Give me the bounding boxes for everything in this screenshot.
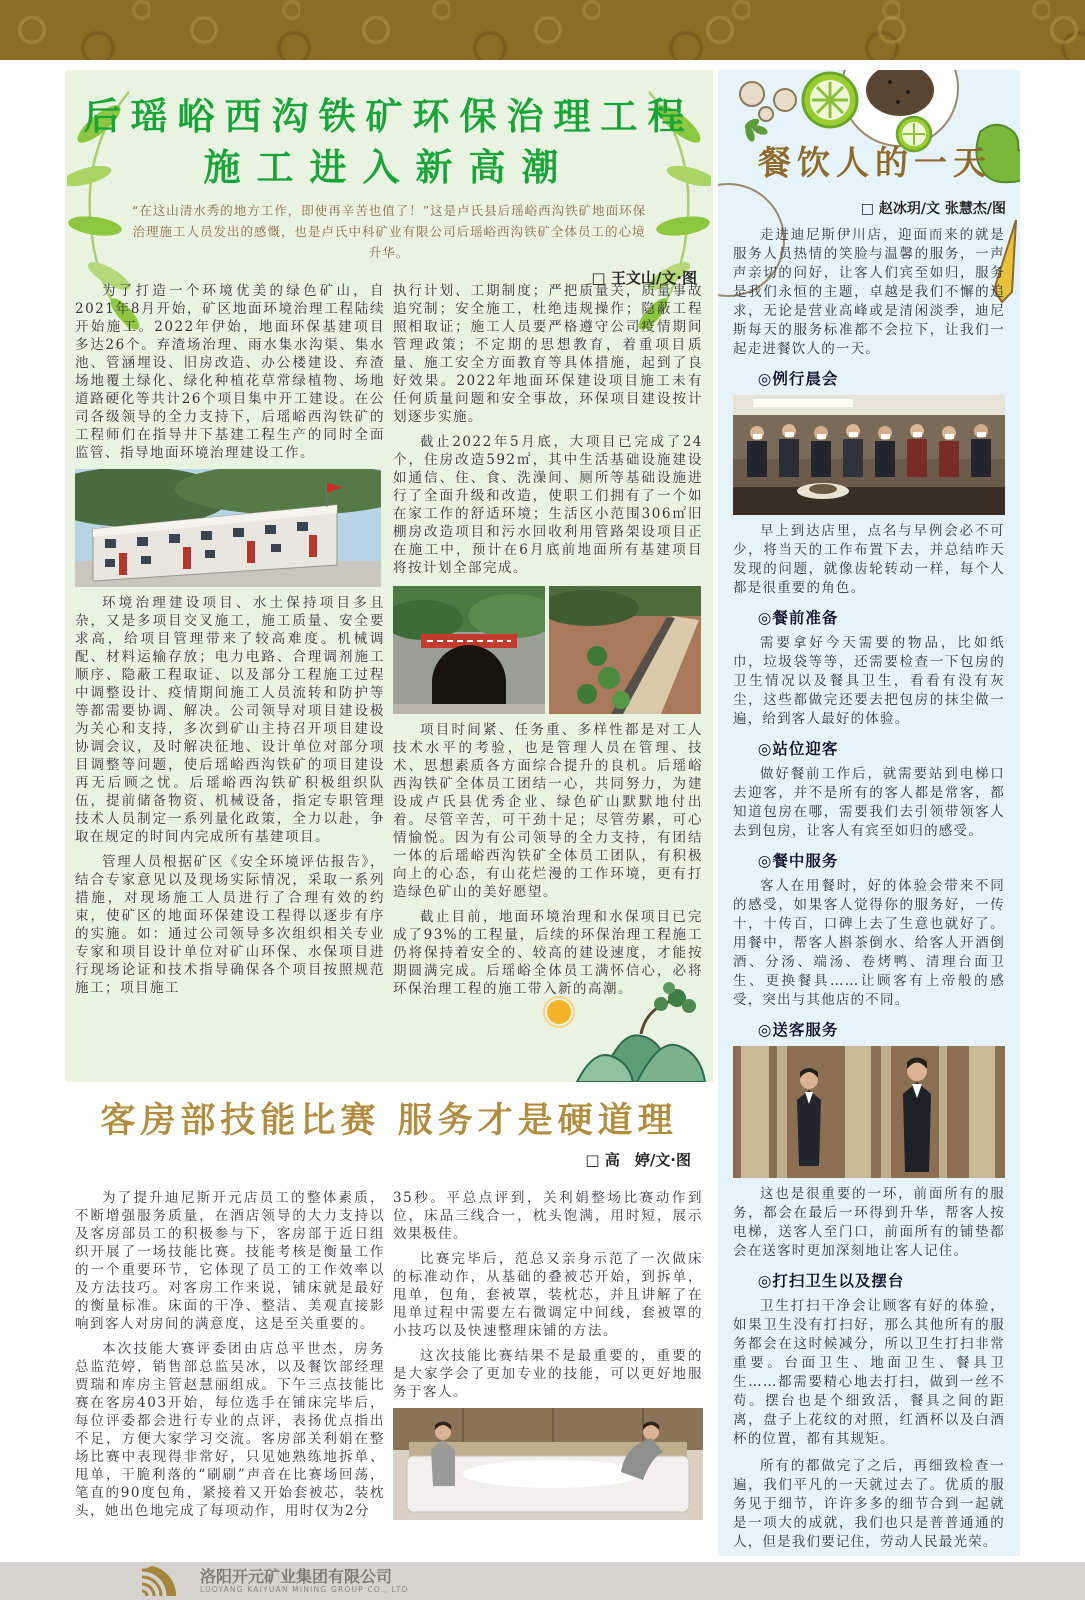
mine-paragraph: 项目时间紧、任务重、多样性都是对工人技术水平的考验，也是管理人员在管理、技术、思想素质各方面综合提升的良机。后瑶峪西沟铁矿全体员工团结一心，共同努力，为建设成卢氏县优秀企业、绿色矿山默默地付出着。尽管辛苦，可干劲十足；尽管劳累，可心情愉悦。因为有公司领导的全力支持，有团结一体的后瑶峪西沟铁矿全体员工团队，有积极向上的心态，有山花烂漫的工作环境，更有打造绿色矿山的美好愿望。: [393, 722, 703, 900]
photo-bed-making-contest: [393, 1408, 703, 1520]
mine-column-1: [75, 282, 385, 1072]
dining-paragraph: 客人在用餐时，好的体验会带来不同的感受，如果客人觉得你的服务好，一传十，十传百，口碑上去了生意也就好了。用餐中，帮客人斟茶倒水、给客人开酒倒酒、分汤、端汤、卷烤鸭、清理台面卫生、更换餐具……让顾客有上帝般的感受，突出与其他店的不同。: [733, 878, 1005, 1008]
dining-paragraph: 卫生打扫干净会让顾客有好的体验，如果卫生没有打扫好，那么其他所有的服务都会在这时候减分，所以卫生打扫非常重要。台面卫生、地面卫生、餐具卫生……都需要精心地去打扫，做到一丝不苟。摆台也是个细致活，餐具之间的距离，盘子上花纹的对照，红酒杯以及白酒杯的位置，都有其规矩。: [733, 1298, 1005, 1447]
housekeeping-paragraph: 比赛完毕后，范总又亲身示范了一次做床的标准动作，从基础的叠被芯开始，到拆单，甩单，包角，套被罩，装枕芯，并且讲解了在甩单过程中需要左右微调定中间线，套被罩的小技巧以及快速整理床铺的方法。: [393, 1251, 703, 1339]
housekeeping-column-2: [393, 1189, 703, 1561]
housekeeping-article-title: 客房部技能比赛 服务才是硬道理: [100, 1100, 678, 1141]
page-footer: [0, 1562, 1085, 1600]
photo-mine-tunnel: [393, 586, 545, 714]
company-logo-icon: [138, 1564, 190, 1598]
mine-paragraph: 截止目前，地面环境治理和水保项目已完成了93%的工程量，后续的环保治理工程施工仍将保持着安全的、较高的建设速度，才能按期圆满完成。后瑶峪全体员工满怀信心，必将环保治理工程的施工带入新的高潮。: [393, 909, 703, 997]
dining-paragraph: 早上到达店里，点名与早例会必不可少，将当天的工作布置下去，并总结昨天发现的问题，就像齿轮转动一样，每个人都是很重要的角色。: [733, 523, 1005, 596]
housekeeping-paragraph: 这次技能比赛结果不是最重要的，重要的是大家学会了更加专业的技能，可以更好地服务于客人。: [393, 1348, 703, 1400]
housekeeping-column-1: [75, 1189, 385, 1561]
housekeeping-paragraph: 本次技能大赛评委团由店总平世杰，房务总监范婷，销售部总监吴冰，以及餐饮部经理贾瑞和库房主管赵慧丽组成。下午三点技能比赛在客房403开始，每位选手在铺床完毕后，每位评委都会进行专业的点评，表扬优点指出不足，方便大家学习交流。客房部关利娟在整场比赛中表现得非常好，只见她熟练地拆单、甩单，干脆利落的“刷刷”声音在比赛场回荡，笔直的90度包角，紧接着又开始套被芯，装枕头，她出色地完成了每项动作，用时仅为2分: [75, 1341, 385, 1519]
mine-paragraph: 环境治理建设项目、水土保持项目多且杂，又是多项目交叉施工，施工质量、安全要求高，给项目管理带来了较高难度。机械调配、材料运输存放；电力电路、合理调剂施工顺序、隐蔽工程取证、以及部分工程施工过程中调整设计、疫情期间施工人员流转和防护等等都需要协调、解决。公司领导对项目建设极为关心和支持，多次到矿山主持召开项目建设协调会议，及时解决征地、设计单位对部分项目调整等问题，使后瑶峪西沟铁矿的项目建设再无后顾之忧。后瑶峪西沟铁矿积极组织队伍，提前储备物资、机械设备，指定专职管理技术人员制定一系列量化政策，全力以赴，争取在规定的时间内完成所有基建项目。: [75, 595, 385, 845]
dining-section-heading: ◎餐前准备: [757, 609, 839, 627]
dining-article-header: [718, 70, 1020, 218]
photo-escorting-guests: [733, 1046, 1005, 1178]
mine-paragraph: 执行计划、工期制度；严把质量关，质量事故追究制；安全施工，杜绝违规操作；隐蔽工程照相取证；施工人员要严格遵守公司疫情期间管理政策；不定期的思想教育，着重项目质量、施工安全方面教育等具体措施，起到了良好效果。2022年地面环保建设项目施工未有任何质量问题和安全事故，环保项目建设按计划逐步实施。: [393, 283, 703, 425]
dining-section-heading: ◎打扫卫生以及摆台: [757, 1272, 905, 1290]
dining-paragraph: 走进迪尼斯伊川店，迎面而来的就是服务人员热情的笑脸与温馨的服务，一声声亲切的问好，让客人们宾至如归，服务是我们永恒的主题，卓越是我们不懈的追求，无论是营业高峰或是清闲淡季，迪尼斯每天的服务标准都不会拉下，让我们一起走进餐饮人的一天。: [733, 227, 1005, 357]
top-decorative-band: [0, 0, 1085, 60]
dining-paragraph: 需要拿好今天需要的物品，比如纸巾，垃圾袋等等，还需要检查一下包房的卫生情况以及餐具卫生，看看有没有灰尘，这些都做完还要去把包房的抹尘做一遍，给到客人最好的体验。: [733, 635, 1005, 727]
mine-article-title-line2: 施工进入新高潮: [203, 145, 575, 189]
dining-section-heading: ◎例行晨会: [757, 370, 839, 388]
mine-paragraph: 为了打造一个环境优美的绿色矿山，自2021年8月开始，矿区地面环境治理工程陆续开始施工。2022年伊始，地面环保基建项目多达26个。弃渣场治理、雨水集水沟渠、集水池、管涵埋设、旧房改造、办公楼建设、弃渣场地覆土绿化、绿化种植花草常绿植物、场地道路硬化等共计26个项目集中开工建设。在公司各级领导的全力支持下，后瑶峪西沟铁矿的工程师们在指导井下基建工程生产的同时全面监管、指导地面环境治理建设工作。: [75, 283, 385, 461]
photo-morning-meeting: [733, 395, 1005, 515]
dining-article-byline: □ 赵冰玥/文 张慧杰/图: [860, 201, 1006, 217]
dining-paragraph: 这也是很重要的一环，前面所有的服务，都会在最后一环得到升华，帮客人按电梯，送客人至门口，前面所有的铺垫都会在送客时更加深刻地让客人记住。: [733, 1186, 1005, 1259]
housekeeping-paragraph: 为了提升迪尼斯开元店员工的整体素质，不断增强服务质量，在酒店领导的大力支持以及客房部员工的积极参与下，客房部于近日组织开展了一场技能比赛。技能考核是衡量工作的一个重要环节，它体现了员工的工作效率以及方法技巧。对客房工作来说，铺床就是最好的衡量标准。床面的干净、整洁、美观直接影响到客人对房间的满意度，这是至关重要的。: [75, 1190, 385, 1332]
dining-article-body: [718, 218, 1020, 1552]
dining-section-heading: ◎站位迎客: [757, 740, 839, 758]
photo-greened-roadside: [549, 586, 701, 714]
mine-column-2: [393, 282, 703, 1072]
footer-company-name-en: LUOYANG KAIYUAN MINING GROUP CO., LTD: [200, 1584, 409, 1594]
mine-paragraph: 截止2022年5月底，大项目已完成了24个，住房改造592㎡，其中生活基础设施建设如通信、住、食、洗澡间、厕所等基础设施进行了全面升级和改造，使职工们拥有了一个如在家工作的舒适环境；生活区小范围306㎡旧棚房改造项目和污水回收利用管路架设项目正在施工中，预计在6月底前地面所有基建项目将按计划全部完成。: [393, 434, 703, 576]
housekeeping-article: [65, 1085, 713, 1563]
housekeeping-paragraph: 35秒。平总点评到，关利娟整场比赛动作到位，床品三线合一，枕头饱满，用时短，展示效果极佳。: [393, 1190, 703, 1242]
dining-article-title: 餐饮人的一天: [758, 143, 992, 182]
dining-section-heading: ◎餐中服务: [757, 852, 839, 870]
footer-company-name-cn: 洛阳开元矿业集团有限公司: [200, 1566, 393, 1586]
dining-paragraph: 做好餐前工作后，就需要站到电梯口去迎客，并不是所有的客人都是常客，都知道包房在哪，需要我们去引领带领客人去到包房，让客人有宾至如归的感受。: [733, 766, 1005, 839]
photo-office-building: [75, 469, 381, 587]
mine-paragraph: 管理人员根据矿区《安全环境评估报告》，结合专家意见以及现场实际情况，采取一系列措施，对现场施工人员进行了合理有效的约束，使矿区的地面环保建设工程得以逐步有序的实施。如：通过公司领导多次组织相关专业专家和项目设计单位对矿山环保、水保项目进行现场论证和技术指导确保各个项目按照规范施工；项目施工: [75, 854, 385, 996]
mine-article-byline: □ 王文山/文·图: [591, 269, 697, 287]
mine-article-intro: “在这山清水秀的地方工作，即使再辛苦也值了！”这是卢氏县后瑶峪西沟铁矿地面环保治理施工人员发出的感慨，也是卢氏中科矿业有限公司后瑶峪西沟铁矿全体员工的心境升华。: [131, 203, 647, 260]
housekeeping-article-byline: □ 高 婷/文·图: [585, 1151, 691, 1169]
mine-article-panel: [65, 70, 713, 1082]
dining-article-panel: [718, 70, 1020, 1556]
dining-section-heading: ◎送客服务: [757, 1021, 839, 1039]
dining-paragraph: 所有的都做完了之后，再细致检查一遍，我们平凡的一天就过去了。优质的服务见于细节，许许多多的细节合到一起就是一项大的成就，我们也只是普普通通的人，但是我们要记住，劳动人民最光荣。: [733, 1458, 1005, 1550]
mine-article-title-line1: 后瑶峪西沟铁矿环保治理工程: [83, 94, 695, 138]
